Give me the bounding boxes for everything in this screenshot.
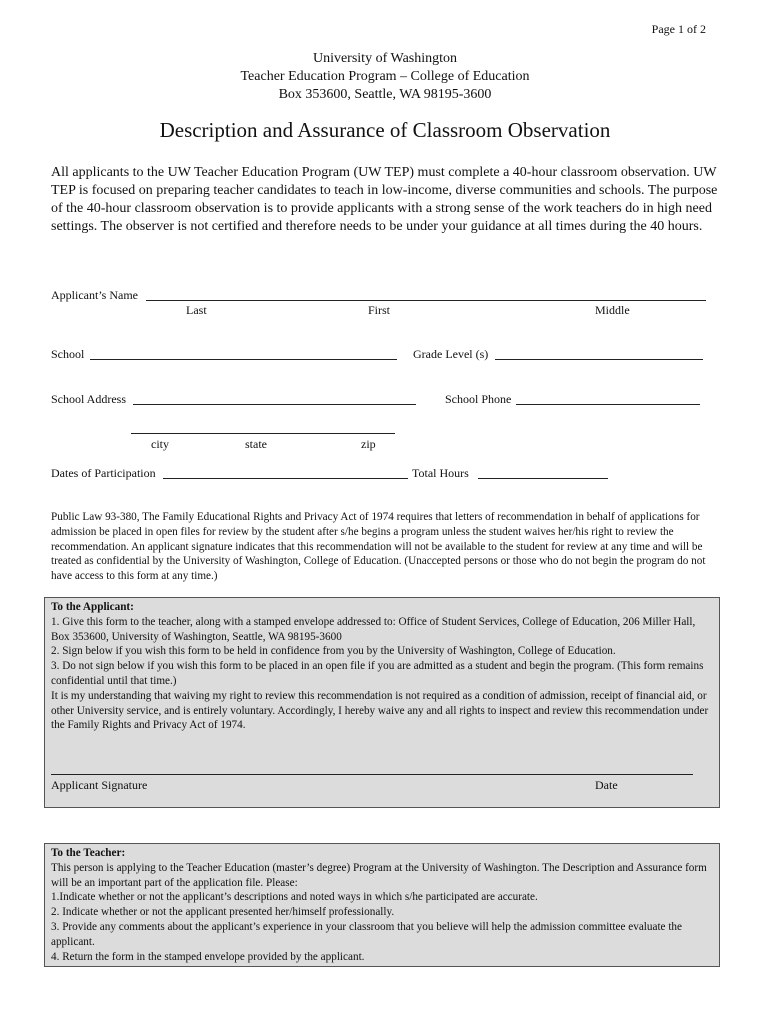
grade-level-line[interactable] [495,359,703,360]
applicant-item-3: 3. Do not sign below if you wish this form to be placed in an open file if you are admitted as a student and begin the program. (This form remains confidential until that time.) [51,660,704,687]
teacher-item-4: 4. Return the form in the stamped envelope provided by the applicant. [51,950,365,963]
applicant-box-heading: To the Applicant: [51,601,134,613]
teacher-item-1: 1.Indicate whether or not the applicant’s descriptions and noted ways in which s/he participated are accurate. [51,891,538,904]
header-line-address: Box 353600, Seattle, WA 98195-3600 [278,87,492,102]
intro-paragraph: All applicants to the UW Teacher Education Program (UW TEP) must complete a 40-hour classroom observation. UW TEP is focused on preparing teacher candidates to teach in low-income, diverse communities and schools. The purpose of the 40-hour classroom observation is to provide applicants with a strong sense of the work teachers do in high need settings. The observer is not certified and therefore needs to be under your guidance at all times during the 40 hours. [51,165,718,234]
public-law-paragraph: Public Law 93-380, The Family Educational Rights and Privacy Act of 1974 requires that letters of recommendation in behalf of applications for admission be placed in open files for review by the student after s/he begins a program unless the student waives her/his right to review the recommendation. An applicant signature indicates that this recommendation will not be available to the student for review at any time and will be treated as confidential by the University of Washington, College of Education. (Unaccepted persons or those who do not begin the program do not have access to this form at any time.) [51,511,706,583]
school-line[interactable] [90,359,397,360]
page-title: Description and Assurance of Classroom Observation [159,118,611,142]
name-last-caption: Last [186,303,207,317]
name-first-caption: First [368,303,391,317]
total-hours-label: Total Hours [412,466,469,480]
grade-level-label: Grade Level (s) [413,347,489,361]
state-caption: state [245,437,267,451]
school-address-line[interactable] [133,404,416,405]
school-phone-label: School Phone [445,392,512,406]
school-phone-line[interactable] [516,404,700,405]
city-caption: city [151,437,169,451]
teacher-item-2: 2. Indicate whether or not the applicant presented her/himself professionally. [51,906,395,919]
header-line-program: Teacher Education Program – College of Education [240,69,530,84]
school-label: School [51,347,85,361]
applicant-instructions-box [44,597,720,808]
header-line-university: University of Washington [312,51,458,66]
zip-caption: zip [361,437,376,451]
dates-participation-label: Dates of Participation [51,466,156,480]
teacher-box-heading: To the Teacher: [51,847,126,859]
dates-participation-line[interactable] [163,478,408,479]
city-state-zip-line[interactable] [131,433,395,434]
applicant-item-1: 1. Give this form to the teacher, along with a stamped envelope addressed to: Office of Student Services, College of Education, 206 Miller Hall, Box 353600, University of Washington, Seattle, WA 98195-3600 [51,615,696,643]
page-number: Page 1 of 2 [651,22,706,36]
applicant-item-2: 2. Sign below if you wish this form to be held in confidence from you by the University of Washington, College of Education. [51,645,616,658]
total-hours-line[interactable] [478,478,608,479]
school-address-label: School Address [51,392,126,406]
teacher-item-3: 3. Provide any comments about the applicant’s experience in your classroom that you believe will help the admission committee evaluate the applicant. [51,920,682,948]
waiver-statement: It is my understanding that waiving my right to review this recommendation is not required as a condition of admission, receipt of financial aid, or other University service, and is entirely voluntary. Accordingly, I hereby waive any and all rights to inspect and review this recommendation under the Family Rights and Privacy Act of 1974. [51,689,709,732]
signature-date-label: Date [595,778,618,792]
applicant-signature-label: Applicant Signature [51,778,148,792]
teacher-intro: This person is applying to the Teacher Education (master’s degree) Program at the University of Washington. The Description and Assurance form will be an important part of the application file. Please: [51,861,707,889]
institution-header [0,50,770,104]
applicant-name-line[interactable] [146,300,706,301]
teacher-instructions-box [44,843,720,967]
applicant-signature-line[interactable] [51,774,693,775]
name-middle-caption: Middle [595,303,630,317]
applicant-name-label: Applicant’s Name [51,288,138,302]
